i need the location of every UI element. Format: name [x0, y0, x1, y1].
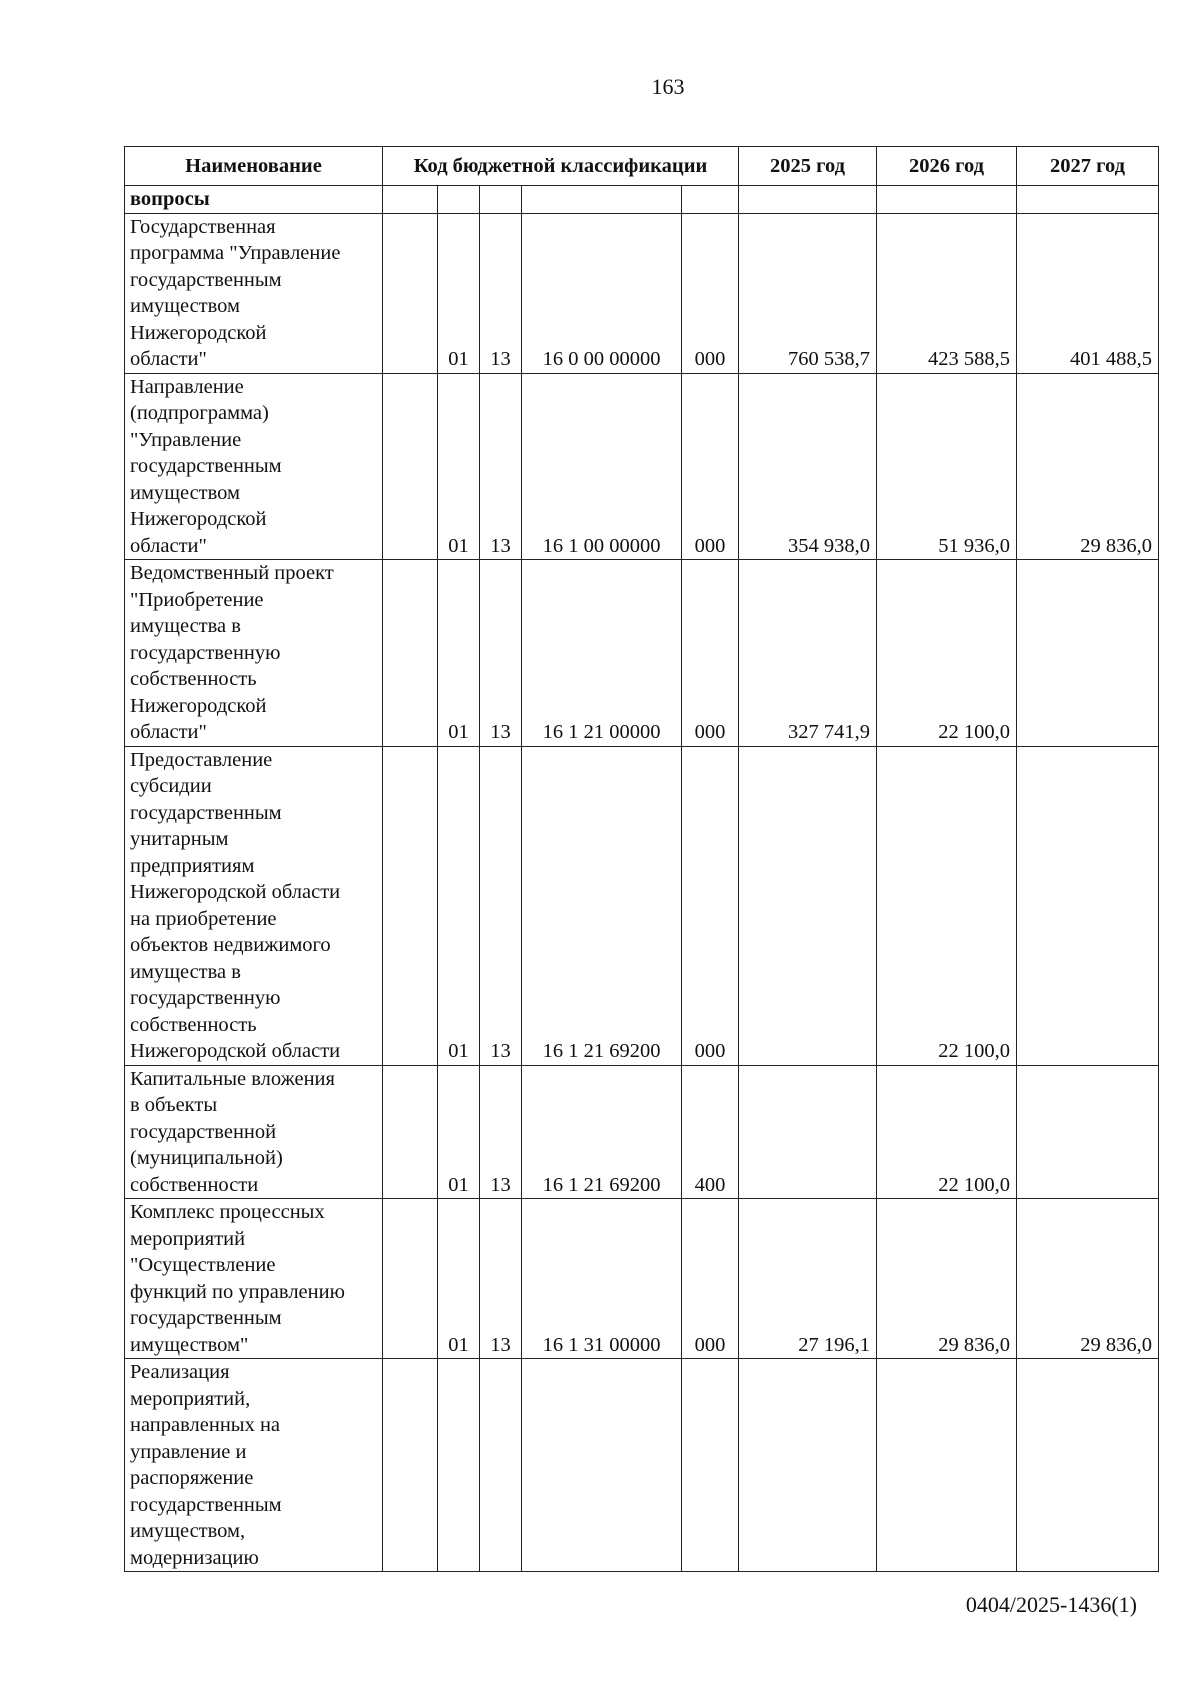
code-subsection: 13: [480, 373, 522, 560]
header-row: [125, 147, 1159, 186]
code-section: [383, 213, 438, 373]
code-expense-type: 000: [682, 1199, 739, 1359]
code-section: [383, 560, 438, 747]
amount-2025: 27 196,1: [739, 1199, 877, 1359]
empty-cell: [739, 186, 877, 214]
code-chapter: 01: [438, 560, 480, 747]
header-code: Код бюджетной классификации: [383, 147, 739, 186]
section-label: вопросы: [125, 186, 383, 214]
amount-2026: 22 100,0: [877, 746, 1017, 1065]
amount-2027: 29 836,0: [1017, 1199, 1159, 1359]
code-chapter: 01: [438, 746, 480, 1065]
table-row: [125, 1359, 1159, 1572]
amount-2027: [1017, 560, 1159, 747]
code-chapter: [438, 1359, 480, 1572]
header-2025: 2025 год: [739, 147, 877, 186]
section-row: [125, 186, 1159, 214]
code-target-article: 16 1 21 69200: [522, 746, 682, 1065]
empty-cell: [383, 186, 438, 214]
table-row: [125, 373, 1159, 560]
code-section: [383, 1199, 438, 1359]
amount-2026: 22 100,0: [877, 1065, 1017, 1199]
code-target-article: 16 1 31 00000: [522, 1199, 682, 1359]
amount-2027: 401 488,5: [1017, 213, 1159, 373]
empty-cell: [438, 186, 480, 214]
table-row: [125, 1199, 1159, 1359]
code-expense-type: 000: [682, 373, 739, 560]
row-name: Реализация мероприятий, направленных на управление и распоряжение государственным имуществом, модернизацию: [125, 1359, 383, 1572]
page-number: 163: [651, 74, 685, 99]
amount-2026: 423 588,5: [877, 213, 1017, 373]
row-name: Комплекс процессных мероприятий "Осуществление функций по управлению государственным имуществом": [125, 1199, 383, 1359]
row-name: Направление (подпрограмма) "Управление государственным имуществом Нижегородской области": [125, 373, 383, 560]
code-expense-type: 000: [682, 213, 739, 373]
code-chapter: 01: [438, 213, 480, 373]
empty-cell: [877, 186, 1017, 214]
table-body: [125, 186, 1159, 1572]
row-name: Ведомственный проект "Приобретение имущества в государственную собственность Нижегородской области": [125, 560, 383, 747]
amount-2025: 327 741,9: [739, 560, 877, 747]
code-section: [383, 373, 438, 560]
code-subsection: 13: [480, 1065, 522, 1199]
code-chapter: 01: [438, 1199, 480, 1359]
header-2027: 2027 год: [1017, 147, 1159, 186]
code-target-article: 16 1 00 00000: [522, 373, 682, 560]
code-subsection: 13: [480, 1199, 522, 1359]
row-name: Капитальные вложения в объекты государственной (муниципальной) собственности: [125, 1065, 383, 1199]
code-expense-type: [682, 1359, 739, 1572]
amount-2026: [877, 1359, 1017, 1572]
empty-cell: [1017, 186, 1159, 214]
code-expense-type: 000: [682, 746, 739, 1065]
code-section: [383, 1065, 438, 1199]
code-section: [383, 1359, 438, 1572]
code-target-article: 16 1 21 69200: [522, 1065, 682, 1199]
empty-cell: [480, 186, 522, 214]
amount-2027: [1017, 1065, 1159, 1199]
empty-cell: [522, 186, 682, 214]
code-expense-type: 400: [682, 1065, 739, 1199]
amount-2025: [739, 746, 877, 1065]
code-target-article: 16 0 00 00000: [522, 213, 682, 373]
amount-2026: 29 836,0: [877, 1199, 1017, 1359]
document-code: 0404/2025-1436(1): [965, 1592, 1137, 1617]
table-row: [125, 1065, 1159, 1199]
amount-2025: 354 938,0: [739, 373, 877, 560]
row-name: Предоставление субсидии государственным унитарным предприятиям Нижегородской области на приобретение объектов недвижимого имущества в государственную собственность Нижегородской области: [125, 746, 383, 1065]
code-subsection: 13: [480, 560, 522, 747]
code-chapter: 01: [438, 1065, 480, 1199]
amount-2027: [1017, 1359, 1159, 1572]
code-subsection: [480, 1359, 522, 1572]
amount-2025: 760 538,7: [739, 213, 877, 373]
code-subsection: 13: [480, 746, 522, 1065]
amount-2026: 51 936,0: [877, 373, 1017, 560]
amount-2025: [739, 1065, 877, 1199]
code-chapter: 01: [438, 373, 480, 560]
table-row: [125, 560, 1159, 747]
code-target-article: 16 1 21 00000: [522, 560, 682, 747]
table-row: [125, 213, 1159, 373]
code-expense-type: 000: [682, 560, 739, 747]
code-subsection: 13: [480, 213, 522, 373]
amount-2026: 22 100,0: [877, 560, 1017, 747]
amount-2025: [739, 1359, 877, 1572]
amount-2027: 29 836,0: [1017, 373, 1159, 560]
table-row: [125, 746, 1159, 1065]
code-section: [383, 746, 438, 1065]
code-target-article: [522, 1359, 682, 1572]
budget-table: [124, 146, 1159, 1572]
row-name: Государственная программа "Управление государственным имуществом Нижегородской области": [125, 213, 383, 373]
empty-cell: [682, 186, 739, 214]
header-2026: 2026 год: [877, 147, 1017, 186]
header-name: Наименование: [125, 147, 383, 186]
amount-2027: [1017, 746, 1159, 1065]
